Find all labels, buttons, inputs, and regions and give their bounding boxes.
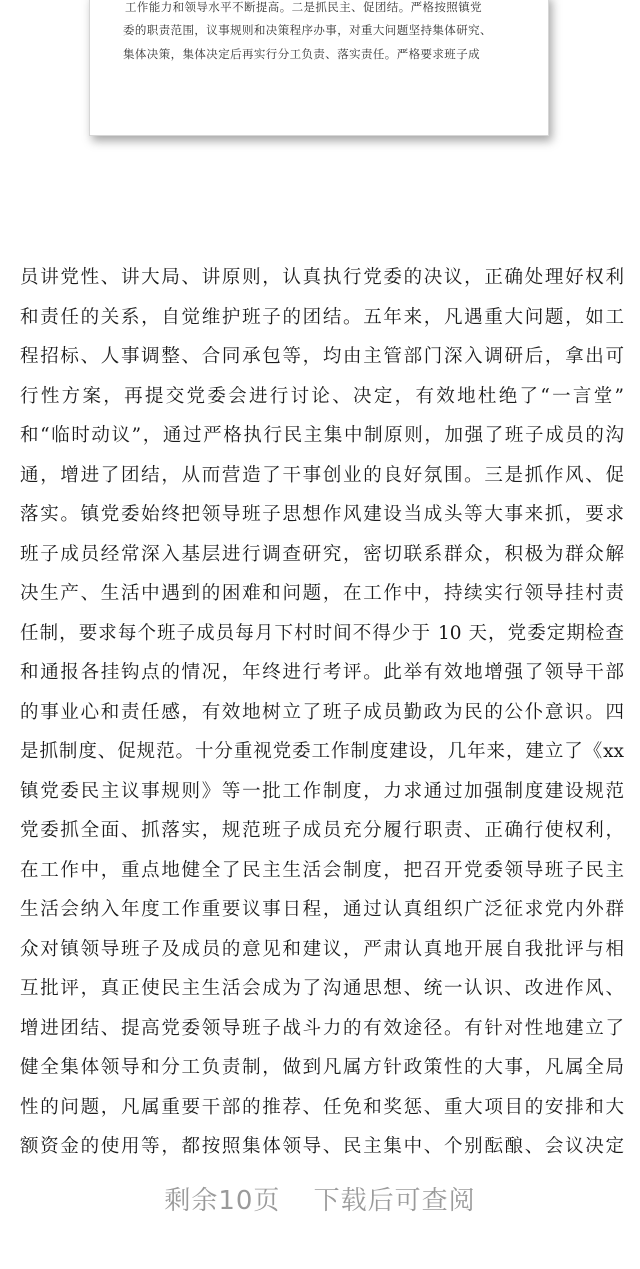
- remaining-pages-label[interactable]: 剩余10页: [164, 1186, 281, 1216]
- text-line: 在工作中，重点地健全了民主生活会制度，把召开党委领导班子民主: [20, 859, 624, 881]
- text-line: 党委抓全面、抓落实，规范班子成员充分履行职责、正确行使权利，: [20, 820, 624, 841]
- text-line: 额资金的使用等，都按照集体领导、民主集中、个别酝酿、会议决定: [20, 1136, 624, 1157]
- text-line: 互批评，真正使民主生活会成为了沟通思想、统一认识、改进作风、: [20, 978, 624, 999]
- text-line: 落实。镇党委始终把领导班子思想作风建设当成头等大事来抓，要求: [20, 504, 624, 525]
- text-line: 通，增进了团结，从而营造了干事创业的良好氛围。三是抓作风、促: [20, 464, 624, 486]
- text-line: 和责任的关系，自觉维护班子的团结。五年来，凡遇重大问题，如工: [20, 306, 624, 328]
- text-line: 和通报各挂钩点的情况，年终进行考评。此举有效地增强了领导干部: [20, 662, 624, 683]
- preview-line: 工作能力和领导水平不断提高。二是抓民主、促团结。严格按照镇党: [125, 0, 482, 14]
- preview-page-card: [89, 0, 549, 136]
- document-body: [20, 258, 624, 1167]
- text-line: 生活会纳入年度工作重要议事日程，通过认真组织广泛征求党内外群: [20, 899, 624, 920]
- text-line: 员讲党性、讲大局、讲原则，认真执行党委的决议，正确处理好权利: [20, 267, 624, 288]
- text-line: 是抓制度、促规范。十分重视党委工作制度建设，几年来，建立了《xx: [20, 741, 624, 762]
- text-line: 增进团结、提高党委领导班子战斗力的有效途径。有针对性地建立了: [20, 1017, 624, 1039]
- text-line: 健全集体领导和分工负责制，做到凡属方针政策性的大事，凡属全局: [20, 1057, 624, 1078]
- text-line: 镇党委民主议事规则》等一批工作制度，力求通过加强制度建设规范: [20, 780, 624, 802]
- text-line: 程招标、人事调整、合同承包等，均由主管部门深入调研后，拿出可: [20, 346, 624, 367]
- text-line: 班子成员经常深入基层进行调查研究，密切联系群众，积极为群众解: [20, 543, 624, 565]
- text-line: 的事业心和责任感，有效地树立了班子成员勤政为民的公仆意识。四: [20, 701, 624, 723]
- preview-line: 集体决策，集体决定后再实行分工负责、落实责任。严格要求班子成: [123, 47, 480, 61]
- text-line: 众对镇领导班子及成员的意见和建议，严肃认真地开展自我批评与相: [20, 938, 624, 960]
- text-line: 和“临时动议”，通过严格执行民主集中制原则，加强了班子成员的沟: [20, 425, 624, 446]
- text-line: 任制，要求每个班子成员每月下村时间不得少于 10 天，党委定期检查: [20, 622, 624, 644]
- text-line: 行性方案，再提交党委会进行讨论、决定，有效地杜绝了“一言堂”: [20, 385, 624, 407]
- text-line: 决生产、生活中遇到的困难和问题，在工作中，持续实行领导挂村责: [20, 583, 624, 604]
- text-line: 性的问题，凡属重要干部的推荐、任免和奖惩、重大项目的安排和大: [20, 1096, 624, 1118]
- preview-line: 委的职责范围，议事规则和决策程序办事，对重大问题坚持集体研究、: [123, 23, 492, 37]
- download-hint-label[interactable]: 下载后可查阅: [313, 1186, 476, 1216]
- remaining-pages-notice[interactable]: [0, 1180, 640, 1217]
